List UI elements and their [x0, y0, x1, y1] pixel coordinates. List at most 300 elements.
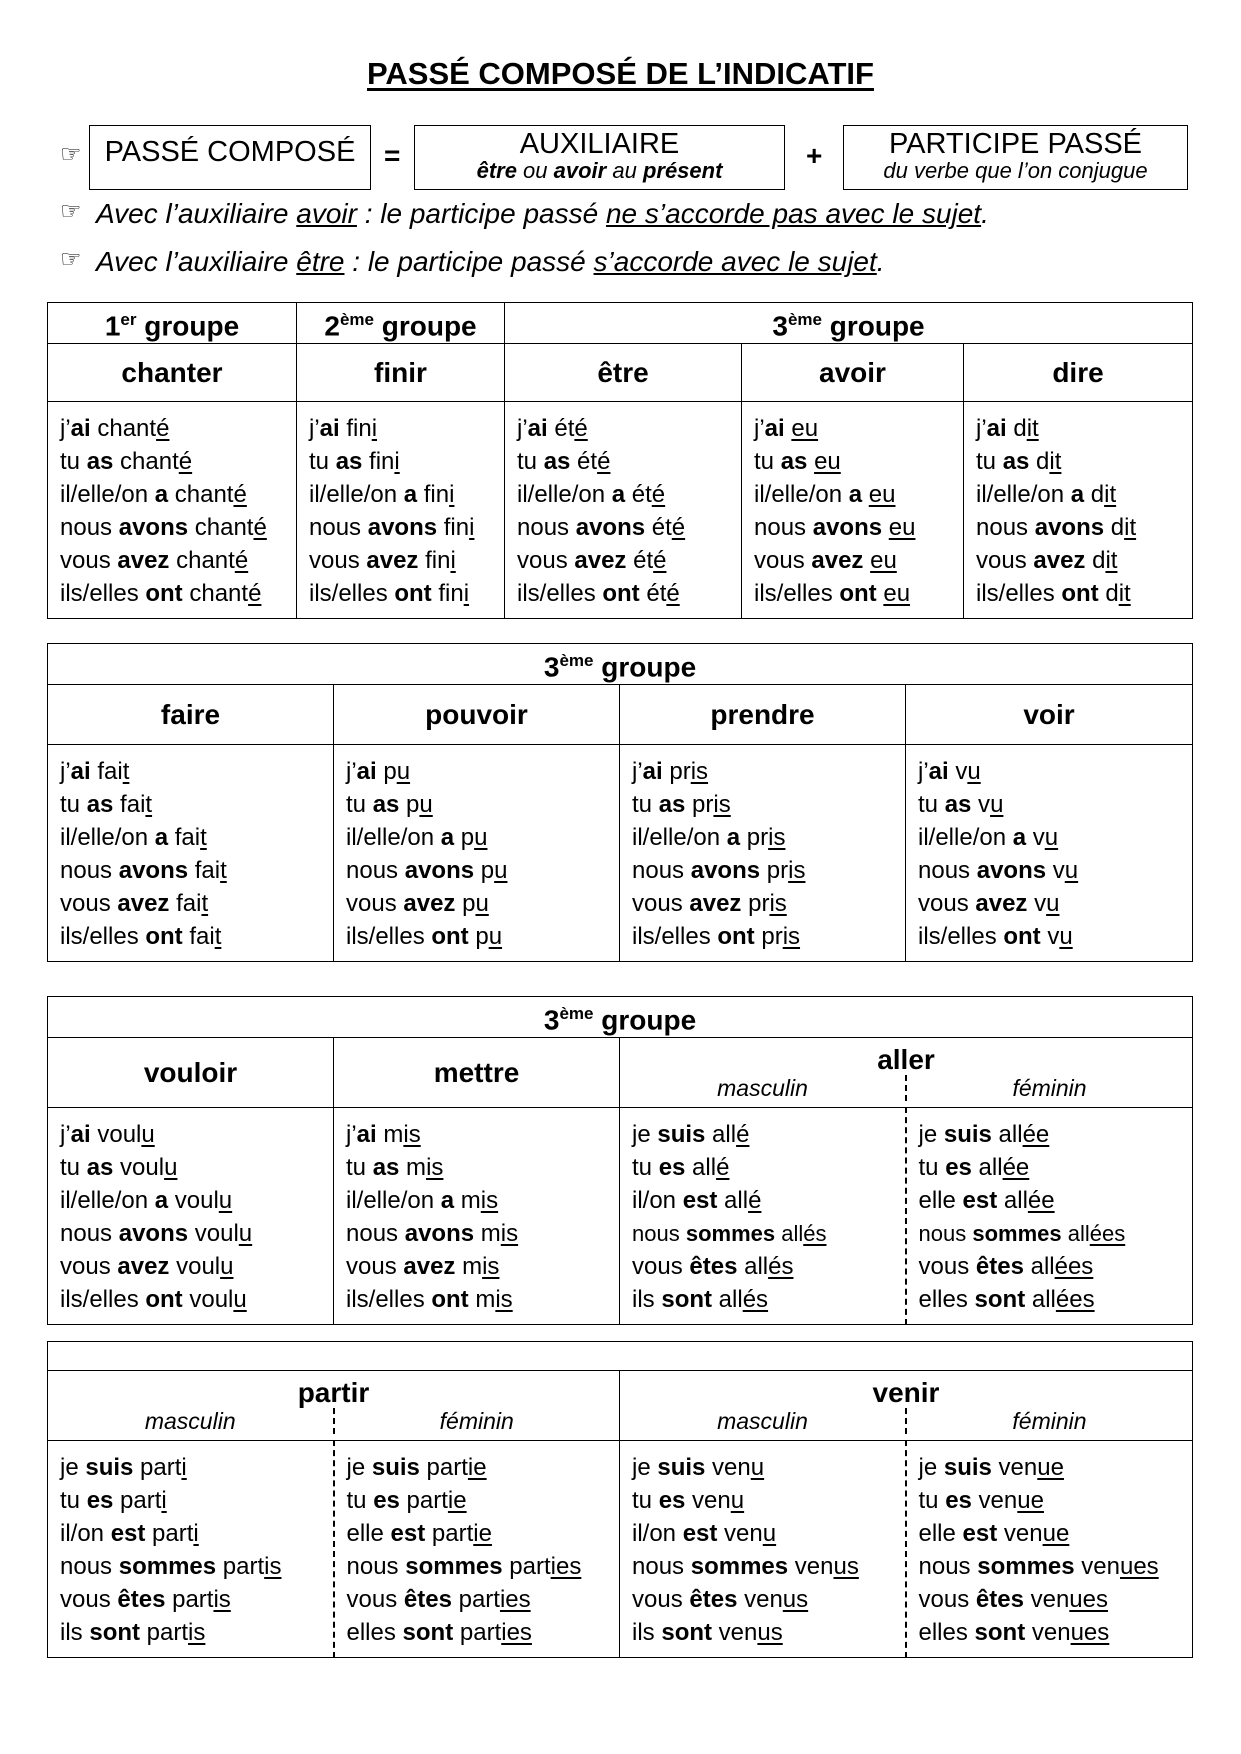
auxiliary-verb: as [335, 448, 363, 476]
verb-header: vouloir [48, 1038, 334, 1108]
auxiliary-verb: ai [356, 1121, 377, 1149]
auxiliary-verb: ont [145, 580, 183, 608]
auxiliary-verb: ai [928, 758, 949, 786]
pointing-hand-icon: ☞ [60, 141, 82, 168]
subject-pronoun: il/elle/on [309, 481, 404, 509]
participle-stem: pr [741, 890, 770, 918]
participle-ending: eu [888, 514, 916, 542]
participle-ending: i [394, 448, 400, 476]
participle-stem: ven [685, 1487, 731, 1514]
subject-pronoun: nous [60, 1553, 119, 1580]
subject-pronoun: tu [976, 448, 1003, 476]
auxiliary-verb: avons [118, 857, 189, 885]
conjugation-line [60, 755, 333, 788]
conjugation-line [309, 511, 504, 544]
auxiliary-verb: suis [943, 1121, 992, 1149]
participle-ending: is [769, 890, 787, 918]
participle-ending: ies [501, 1619, 532, 1646]
conjugation-line [632, 1517, 905, 1550]
auxiliary-verb: as [1002, 448, 1030, 476]
auxiliaire-subtitle: être ou avoir au présent [476, 158, 723, 183]
participle-ending: i [193, 1520, 199, 1547]
auxiliary-verb: suis [943, 1454, 992, 1481]
participle-stem: m [455, 1253, 483, 1281]
participle-stem: all [685, 1154, 717, 1182]
conjugation-table-3 [47, 996, 1193, 1325]
auxiliary-verb: a [726, 824, 741, 852]
participle-stem: fai [169, 890, 202, 918]
auxiliary-verb: avons [690, 857, 761, 885]
conjugation-cell [48, 402, 297, 619]
participle-ending: é [178, 448, 193, 476]
participle-ending: ues [1119, 1553, 1159, 1580]
participle-stem: part [216, 1553, 265, 1580]
participle-stem: d [1084, 481, 1105, 509]
subject-pronoun: ils/elles [60, 1286, 146, 1314]
subject-pronoun: vous [976, 547, 1034, 575]
participle-stem: v [1046, 857, 1065, 885]
participle-stem: voul [188, 1220, 239, 1248]
participle-stem: all [712, 1286, 743, 1314]
auxiliary-verb: avez [366, 547, 419, 575]
participle-stem: chant [90, 415, 157, 443]
conjugation-line [754, 544, 963, 577]
participle-stem: all [991, 1121, 1023, 1149]
conjugation-line [60, 1583, 333, 1616]
conjugation-line [60, 1550, 333, 1583]
conjugation-cell [48, 1108, 334, 1325]
conjugation-table-2 [47, 643, 1193, 962]
auxiliary-verb: avez [117, 1253, 170, 1281]
subject-pronoun: vous [632, 1586, 690, 1613]
subject-pronoun: nous [754, 514, 813, 542]
auxiliary-verb: sommes [405, 1553, 503, 1580]
participe-title: PARTICIPE PASSÉ [888, 128, 1143, 160]
participle-stem: ét [639, 580, 667, 608]
subject-pronoun: nous [346, 1553, 406, 1580]
subject-pronoun: je [918, 1454, 944, 1481]
participle-stem: ven [705, 1454, 751, 1481]
conjugation-line [632, 821, 905, 854]
participle-ending: u [488, 923, 503, 951]
participle-ending: u [220, 1253, 234, 1281]
conjugation-line [976, 445, 1192, 478]
subject-pronoun: tu [632, 1487, 659, 1514]
formula-passe-compose-box [89, 125, 371, 190]
participle-ending: u [1044, 824, 1059, 852]
auxiliary-verb: as [372, 1154, 400, 1182]
conjugation-line [309, 478, 504, 511]
conjugation-line [60, 854, 333, 887]
conjugation-line [976, 412, 1192, 445]
participle-ending: u [1059, 923, 1073, 951]
participle-stem: pr [740, 824, 769, 852]
auxiliary-verb: avez [574, 547, 627, 575]
auxiliary-verb: a [848, 481, 863, 509]
conjugation-table-1 [47, 302, 1193, 619]
auxiliary-verb: as [780, 448, 808, 476]
participle-ending: eu [791, 415, 819, 443]
participle-stem: all [997, 1187, 1028, 1215]
participle-stem: ven [717, 1520, 763, 1547]
participe-subtitle: du verbe que l’on conjugue [883, 158, 1148, 183]
subject-pronoun: il/elle/on [346, 824, 441, 852]
conjugation-line [347, 1451, 620, 1484]
participle-ending: u [1064, 857, 1079, 885]
participle-stem: voul [169, 1253, 221, 1281]
participle-stem: v [971, 791, 991, 819]
participle-ending: ue [1017, 1487, 1044, 1514]
auxiliary-verb: as [86, 791, 114, 819]
formula-auxiliaire-box [414, 125, 785, 190]
participle-ending: is [713, 791, 731, 819]
auxiliary-verb: avez [689, 890, 742, 918]
participle-stem: ven [712, 1619, 758, 1646]
gender-label-masculin: masculin [48, 1408, 335, 1434]
auxiliary-verb: a [154, 1187, 169, 1215]
subject-pronoun: j’ [918, 758, 929, 786]
participle-ending: é [651, 481, 666, 509]
auxiliary-verb: ai [764, 415, 785, 443]
auxiliary-verb: sommes [118, 1553, 217, 1580]
participle-stem: part [165, 1586, 214, 1613]
participle-stem: chant [182, 580, 249, 608]
participle-stem: voul [182, 1286, 234, 1314]
participle-ending: t [220, 857, 227, 885]
participle-stem: ét [645, 514, 672, 542]
conjugation-line [60, 821, 333, 854]
participle-stem: ven [997, 1520, 1043, 1547]
gender-label-feminin: féminin [439, 1407, 514, 1434]
participle-ending: is [768, 824, 786, 852]
subject-pronoun: ils/elles [754, 580, 840, 608]
subject-pronoun: nous [346, 857, 405, 885]
conjugation-line [346, 1184, 619, 1217]
subject-pronoun: ils/elles [60, 923, 146, 951]
auxiliary-verb: est [682, 1520, 718, 1547]
participle-ending: it [1104, 481, 1117, 509]
subject-pronoun: il/elle/on [976, 481, 1071, 509]
participle-ending: ée [1022, 1121, 1050, 1149]
conjugation-line [919, 1616, 1193, 1649]
conjugation-line [60, 511, 296, 544]
participle-stem: part [399, 1487, 448, 1514]
subject-pronoun: nous [632, 1221, 686, 1247]
participle-stem: m [376, 1121, 404, 1149]
conjugation-line [632, 1616, 905, 1649]
subject-pronoun: ils [632, 1619, 662, 1646]
subject-pronoun: il/elle/on [346, 1187, 441, 1215]
participle-ending: ées [1089, 1221, 1126, 1247]
participle-ending: is [213, 1586, 231, 1613]
conjugation-line [347, 1616, 620, 1649]
auxiliary-verb: a [1012, 824, 1027, 852]
participle-ending: is [480, 1187, 499, 1215]
participle-ending: is [426, 1154, 444, 1182]
participle-stem: chant [168, 481, 234, 509]
participle-ending: it [1118, 580, 1131, 608]
subject-pronoun: vous [346, 890, 404, 918]
conjugation-cell [48, 1441, 334, 1658]
conjugation-line [976, 577, 1192, 610]
auxiliary-verb: ont [145, 923, 183, 951]
participle-stem: d [1029, 448, 1050, 476]
conjugation-line [919, 1283, 1193, 1316]
subject-pronoun: vous [918, 1253, 976, 1281]
conjugation-line [918, 821, 1192, 854]
conjugation-line [919, 1484, 1193, 1517]
participle-stem: chant [188, 514, 254, 542]
subject-pronoun: vous [346, 1253, 404, 1281]
subject-pronoun: tu [517, 448, 544, 476]
conjugation-line [60, 544, 296, 577]
conjugation-line [346, 788, 619, 821]
subject-pronoun: elle [918, 1520, 963, 1547]
conjugation-line [60, 1283, 333, 1316]
auxiliary-verb: ont [1003, 923, 1041, 951]
participle-ending: é [736, 1121, 750, 1149]
subject-pronoun: ils/elles [346, 1286, 432, 1314]
participle-ending: ées [1055, 1286, 1095, 1314]
subject-pronoun: ils/elles [976, 580, 1062, 608]
subject-pronoun: tu [918, 1487, 946, 1514]
auxiliary-verb: ont [839, 580, 877, 608]
participle-stem: part [113, 1487, 162, 1514]
auxiliary-verb: êtes [975, 1253, 1024, 1281]
gender-label-feminin: féminin [1012, 1407, 1087, 1434]
auxiliary-verb: avez [975, 890, 1028, 918]
participle-stem: fai [188, 857, 221, 885]
participle-ending: eu [870, 547, 897, 575]
conjugation-line [632, 1250, 905, 1283]
participle-stem: voul [90, 1121, 142, 1149]
verb-header: mettre [334, 1038, 620, 1108]
conjugation-line [919, 1250, 1193, 1283]
participle-stem: fin [339, 415, 372, 443]
participle-ending: é [597, 448, 611, 476]
auxiliary-verb: as [658, 791, 686, 819]
conjugation-line [754, 445, 963, 478]
auxiliary-verb: ai [319, 415, 340, 443]
participle-stem: d [1104, 514, 1125, 542]
auxiliaire-title: AUXILIAIRE [519, 128, 680, 160]
auxiliary-verb: suis [657, 1121, 706, 1149]
conjugation-line [347, 1583, 620, 1616]
subject-pronoun: nous [60, 514, 119, 542]
auxiliary-verb: ai [642, 758, 663, 786]
participle-stem: fin [418, 547, 451, 575]
verb-header: dire [964, 344, 1193, 402]
conjugation-cell [620, 745, 906, 962]
participle-ending: u [238, 1220, 253, 1248]
participle-ending: t [201, 890, 209, 918]
conjugation-line [60, 1118, 333, 1151]
page-title: PASSÉ COMPOSÉ DE L’INDICATIF [367, 56, 874, 91]
participle-ending: u [218, 1187, 233, 1215]
auxiliary-verb: ont [717, 923, 755, 951]
participle-stem: all [971, 1154, 1003, 1182]
auxiliary-verb: es [658, 1154, 686, 1182]
participle-stem: part [419, 1454, 468, 1481]
conjugation-cell [334, 1441, 620, 1658]
participle-ending: ie [447, 1487, 467, 1514]
conjugation-line [632, 1451, 905, 1484]
participle-ending: u [750, 1454, 765, 1481]
conjugation-line [309, 577, 504, 610]
auxiliary-verb: avons [367, 514, 438, 542]
subject-pronoun: il/elle/on [632, 824, 727, 852]
gender-label-masculin: masculin [620, 1408, 907, 1434]
participle-ending: is [264, 1553, 282, 1580]
equals-sign: = [384, 140, 401, 171]
participle-ending: ie [467, 1454, 487, 1481]
subject-pronoun: il/elle/on [60, 1187, 155, 1215]
auxiliary-verb: es [945, 1154, 972, 1182]
participle-stem: p [454, 824, 475, 852]
participle-stem: d [1098, 580, 1119, 608]
subject-pronoun: il/elle/on [517, 481, 612, 509]
auxiliary-verb: sommes [685, 1221, 776, 1247]
participle-ending: u [990, 791, 1004, 819]
subject-pronoun: tu [60, 1154, 87, 1182]
conjugation-line [347, 1517, 620, 1550]
participle-stem: part [140, 1619, 189, 1646]
conjugation-line [632, 1118, 905, 1151]
conjugation-cell [48, 745, 334, 962]
conjugation-cell [334, 1108, 620, 1325]
participle-stem: fai [113, 791, 146, 819]
participle-ending: u [474, 824, 488, 852]
participle-stem [882, 514, 889, 541]
formula-left-label: PASSÉ COMPOSÉ [104, 136, 356, 168]
auxiliary-verb: a [1070, 481, 1085, 509]
participle-ending: é [156, 415, 170, 443]
verb-header: voir [906, 685, 1193, 745]
conjugation-line [60, 1484, 333, 1517]
participle-stem: all [717, 1187, 749, 1215]
auxiliary-verb: avons [404, 857, 475, 885]
subject-pronoun: j’ [976, 415, 987, 443]
conjugation-line [632, 755, 905, 788]
verb-header: avoir [742, 344, 964, 402]
auxiliary-verb: a [154, 481, 169, 509]
subject-pronoun: vous [60, 547, 118, 575]
conjugation-line [60, 1250, 333, 1283]
subject-pronoun: il/elle/on [60, 481, 155, 509]
auxiliary-verb: ai [70, 758, 91, 786]
auxiliary-verb: sont [661, 1286, 713, 1314]
subject-pronoun: il/on [632, 1520, 683, 1547]
participle-ending: u [762, 1520, 777, 1547]
conjugation-line [632, 788, 905, 821]
verb-header-aller: aller masculin féminin [620, 1038, 1193, 1108]
subject-pronoun: il/on [60, 1520, 111, 1547]
participle-stem: pr [685, 791, 714, 819]
subject-pronoun: tu [346, 1154, 373, 1182]
conjugation-line [919, 1550, 1193, 1583]
participle-stem: m [454, 1187, 481, 1215]
subject-pronoun: je [60, 1454, 86, 1481]
participle-ending: é [716, 1154, 730, 1182]
auxiliary-verb: sont [402, 1619, 454, 1646]
verb-header: être [505, 344, 742, 402]
participle-ending: eu [814, 448, 841, 476]
participle-stem: ét [570, 448, 598, 476]
conjugation-line [632, 1151, 905, 1184]
auxiliary-verb: as [372, 791, 400, 819]
subject-pronoun: tu [346, 1487, 374, 1514]
subject-pronoun: il/elle/on [60, 824, 155, 852]
auxiliary-verb: êtes [117, 1586, 166, 1613]
auxiliary-verb: est [962, 1520, 998, 1547]
subject-pronoun: vous [754, 547, 812, 575]
subject-pronoun: je [632, 1121, 658, 1149]
auxiliary-verb: avons [1034, 514, 1105, 542]
auxiliary-verb: sont [974, 1286, 1026, 1314]
auxiliary-verb: a [440, 1187, 455, 1215]
conjugation-line [919, 1517, 1193, 1550]
subject-pronoun: nous [309, 514, 368, 542]
auxiliary-verb: ai [527, 415, 548, 443]
auxiliary-verb: as [543, 448, 571, 476]
auxiliary-verb: avez [117, 547, 170, 575]
participle-stem: p [455, 890, 476, 918]
auxiliary-verb: êtes [975, 1586, 1024, 1613]
participle-stem: d [1085, 547, 1106, 575]
subject-pronoun: nous [632, 1553, 691, 1580]
conjugation-cell [620, 1108, 906, 1325]
participle-ending: ue [1037, 1454, 1064, 1481]
participle-ending: i [463, 580, 470, 608]
conjugation-line [346, 887, 619, 920]
subject-pronoun: vous [60, 1253, 118, 1281]
auxiliary-verb: ont [145, 1286, 183, 1314]
subject-pronoun: elles [918, 1619, 975, 1646]
conjugation-line [918, 755, 1192, 788]
subject-pronoun: j’ [309, 415, 320, 443]
conjugation-line [347, 1550, 620, 1583]
auxiliary-verb: a [154, 824, 169, 852]
participle-ending: u [141, 1121, 155, 1149]
participle-stem: all [705, 1121, 737, 1149]
auxiliary-verb: ai [986, 415, 1007, 443]
auxiliary-verb: sont [661, 1619, 713, 1646]
plus-sign: + [806, 140, 823, 171]
participle-stem: all [737, 1253, 769, 1281]
conjugation-line [309, 445, 504, 478]
participle-stem: fin [417, 481, 450, 509]
participle-stem: v [948, 758, 968, 786]
participle-ending: is [188, 1619, 206, 1646]
subject-pronoun: tu [632, 791, 659, 819]
subject-pronoun: ils/elles [517, 580, 603, 608]
subject-pronoun: vous [918, 1586, 976, 1613]
conjugation-line [632, 1484, 905, 1517]
participle-ending: ies [550, 1553, 582, 1580]
subject-pronoun: tu [309, 448, 336, 476]
participle-stem: fin [431, 580, 464, 608]
auxiliary-verb: suis [657, 1454, 706, 1481]
participle-stem: all [1025, 1286, 1056, 1314]
auxiliary-verb: avez [1033, 547, 1086, 575]
subject-pronoun: vous [632, 890, 690, 918]
conjugation-line [60, 1217, 333, 1250]
pointing-hand-icon: ☞ [60, 246, 82, 273]
conjugation-line [346, 854, 619, 887]
subject-pronoun: vous [346, 1586, 404, 1613]
subject-pronoun: vous [60, 1586, 118, 1613]
conjugation-line [347, 1484, 620, 1517]
